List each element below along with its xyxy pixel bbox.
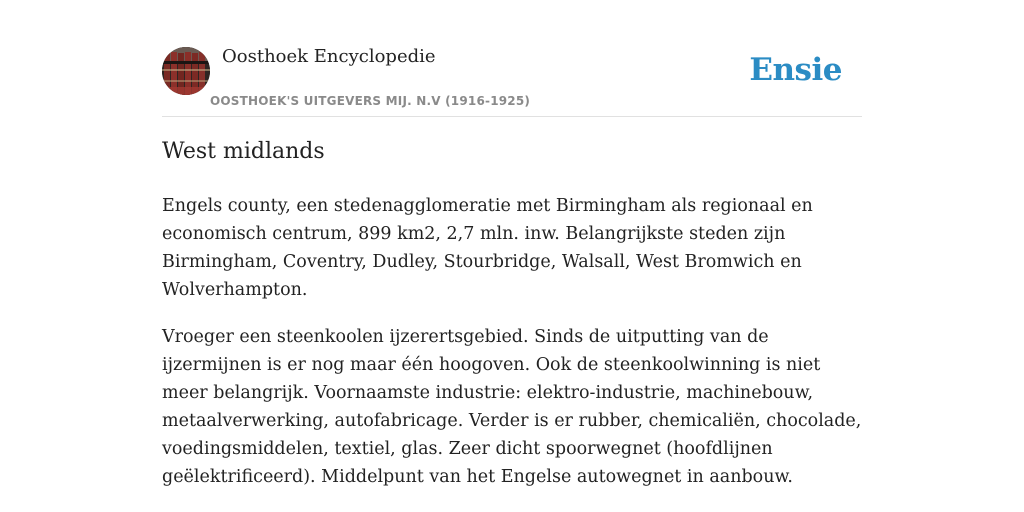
article-body [162, 192, 862, 510]
publisher-label: OOSTHOEK'S UITGEVERS MIJ. N.V (1916-1925) [210, 94, 531, 108]
encyclopedia-title[interactable]: Oosthoek Encyclopedie [222, 46, 436, 67]
article-paragraph: Vroeger een steenkoolen ijzerertsgebied. Sinds de uitputting van de ijzermijnen is er nog maar één hoogoven. Ook de steenkoolwinning is niet meer belangrijk. Voornaamste industrie: elektro-industrie, machinebouw, metaalverwerking, autofabricage. Verder is er rubber, chemicaliën, chocolade, voedingsmiddelen, textiel, glas. Zeer dicht spoorwegnet (hoofdlijnen geëlektrificeerd). Middelpunt van het Engelse autowegnet in aanbouw. [162, 327, 862, 487]
header [162, 44, 862, 117]
article-paragraph: Engels county, een stedenagglomeratie met Birmingham als regionaal en economisch centrum, 899 km2, 2,7 mln. inw. Belangrijkste steden zijn Birmingham, Coventry, Dudley, Stourbridge, Walsall, West Bromwich en Wolverhampton. [162, 196, 813, 300]
article-title: West midlands [162, 139, 325, 164]
book-spines-icon [162, 47, 210, 95]
encyclopedia-cover-avatar[interactable] [162, 47, 210, 95]
ensie-logo[interactable]: Ensie [749, 52, 842, 88]
